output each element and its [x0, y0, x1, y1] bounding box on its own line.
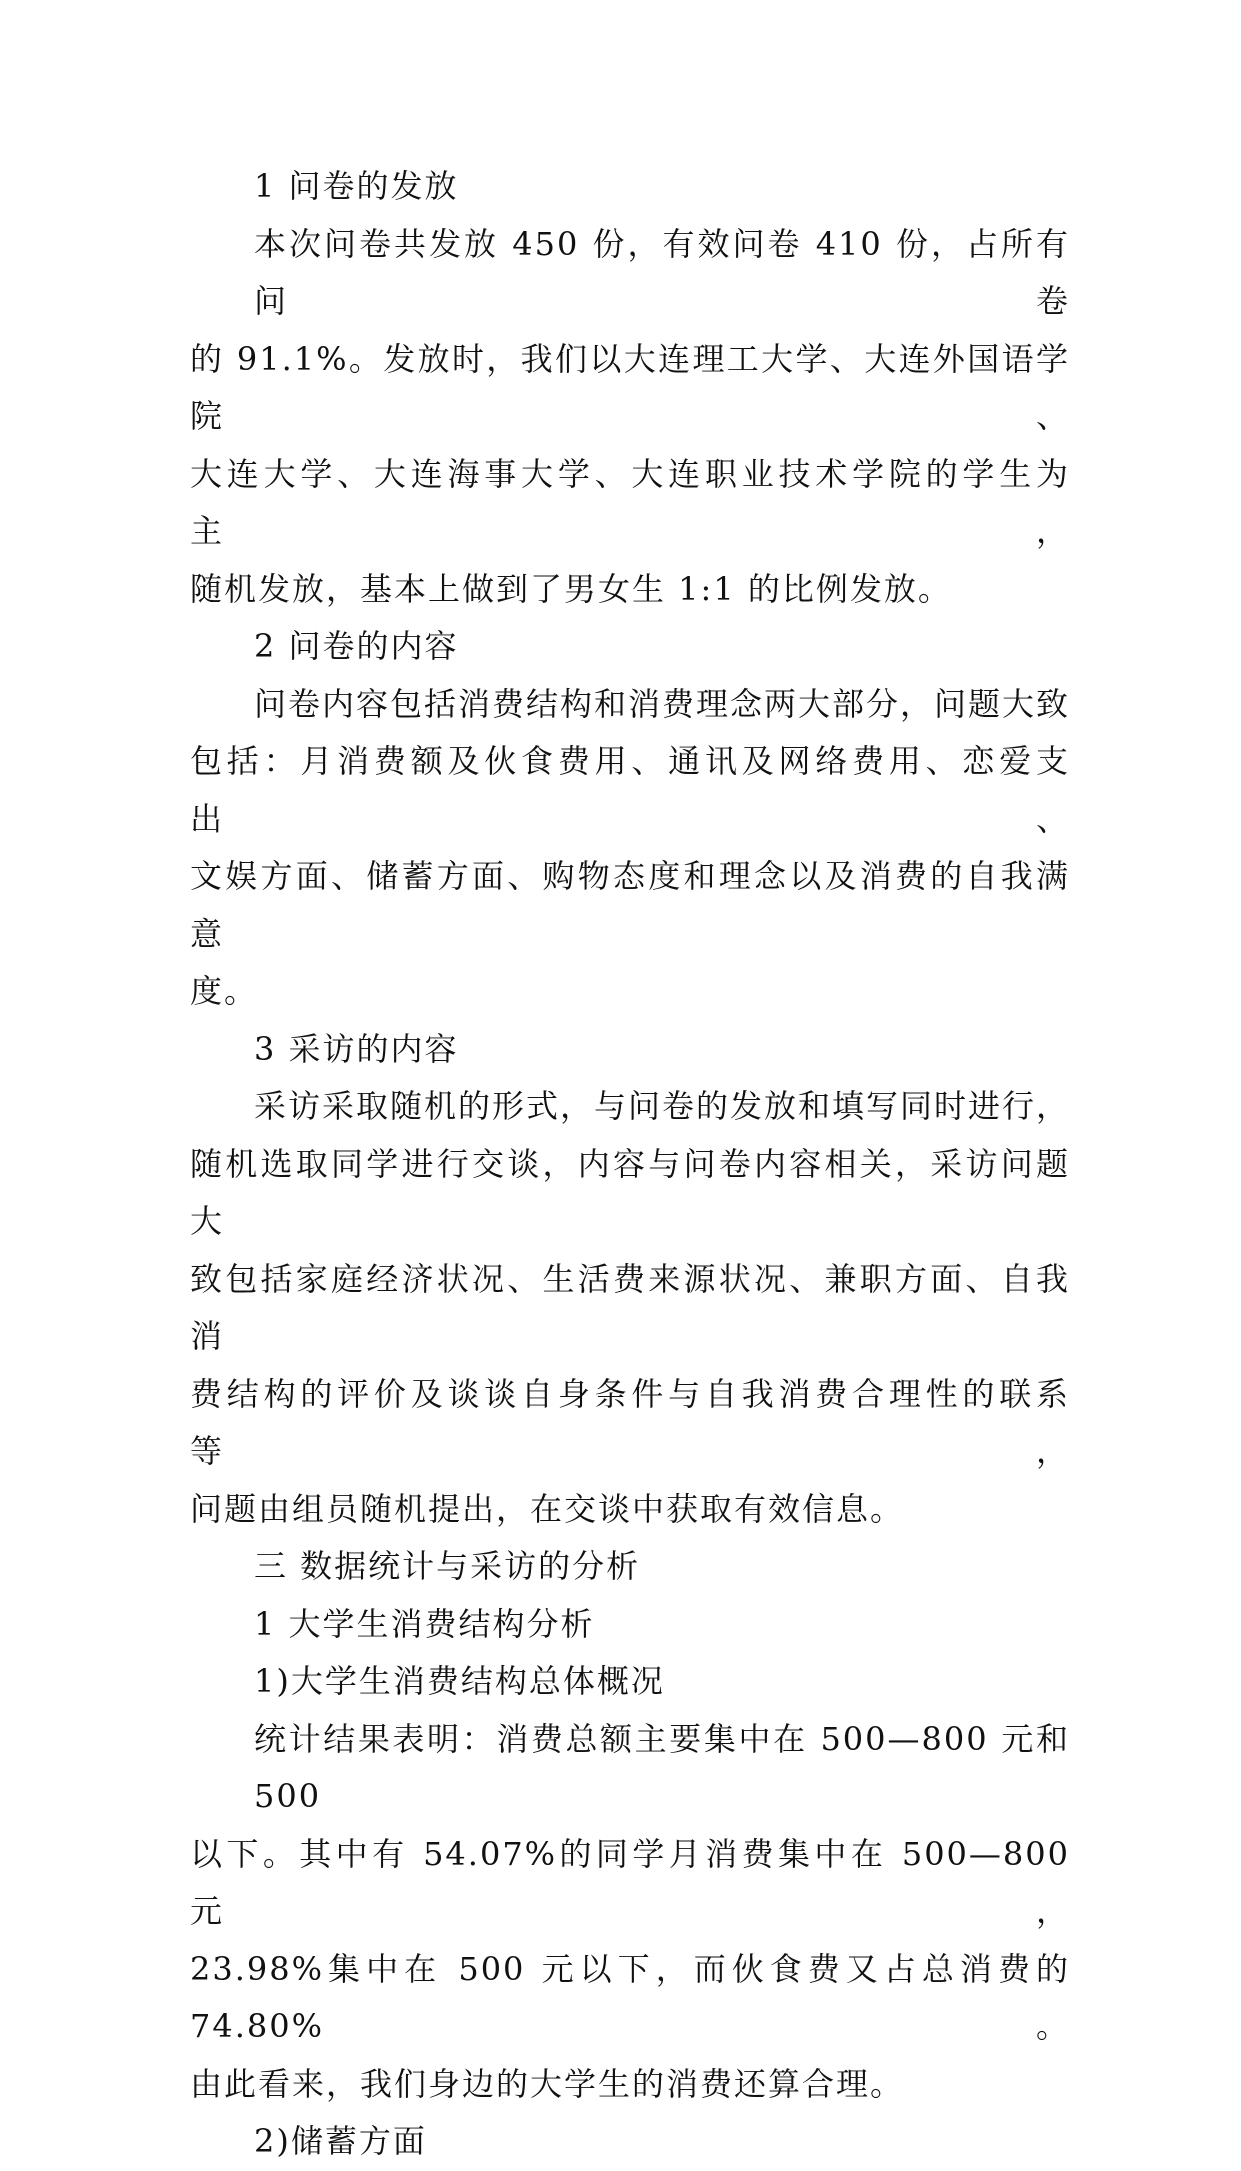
paragraph-line: 本次问卷共发放 450 份，有效问卷 410 份，占所有问卷 [254, 224, 1070, 320]
paragraph-line: 文娱方面、储蓄方面、购物态度和理念以及消费的自我满意 [190, 857, 1070, 953]
paragraph-line: 随机发放，基本上做到了男女生 1:1 的比例发放。 [190, 569, 952, 608]
paragraph-line: 问卷内容包括消费结构和消费理念两大部分，问题大致 [254, 684, 1071, 723]
subsection-heading-overview: 1)大学生消费结构总体概况 [254, 1662, 665, 1700]
document-body [190, 158, 1070, 2171]
paragraph-line: 致包括家庭经济状况、生活费来源状况、兼职方面、自我消 [190, 1259, 1070, 1355]
paragraph-line: 大连大学、大连海事大学、大连职业技术学院的学生为主， [190, 454, 1070, 550]
section-heading-questionnaire-distribution: 1 问卷的发放 [254, 167, 459, 205]
paragraph-line: 采访采取随机的形式，与问卷的发放和填写同时进行， [254, 1087, 1071, 1125]
subsection-heading-savings: 2)储蓄方面 [254, 2122, 427, 2160]
paragraph-line: 的 91.1%。发放时，我们以大连理工大学、大连外国语学院、 [190, 339, 1070, 435]
paragraph-line: 统计结果表明：消费总额主要集中在 500—800 元和 500 [254, 1719, 1070, 1815]
paragraph-line: 由此看来，我们身边的大学生的消费还算合理。 [190, 2064, 905, 2103]
paragraph-line: 包括：月消费额及伙食费用、通讯及网络费用、恋爱支出、 [190, 742, 1070, 838]
subsection-heading-consumption-structure: 1 大学生消费结构分析 [254, 1604, 595, 1643]
paragraph-line: 费结构的评价及谈谈自身条件与自我消费合理性的联系等， [190, 1374, 1070, 1470]
paragraph-line: 以下。其中有 54.07%的同学月消费集中在 500—800 元， [190, 1834, 1070, 1930]
paragraph-line: 23.98%集中在 500 元以下，而伙食费又占总消费的 74.80%。 [190, 1949, 1070, 2045]
section-heading-interview-content: 3 采访的内容 [254, 1029, 459, 1068]
paragraph-line: 度。 [190, 972, 259, 1010]
section-heading-data-analysis: 三 数据统计与采访的分析 [254, 1547, 641, 1585]
paragraph-line: 问题由组员随机提出，在交谈中获取有效信息。 [190, 1489, 905, 1528]
section-heading-questionnaire-content: 2 问卷的内容 [254, 627, 459, 665]
paragraph-line: 随机选取同学进行交谈，内容与问卷内容相关，采访问题大 [190, 1144, 1070, 1240]
